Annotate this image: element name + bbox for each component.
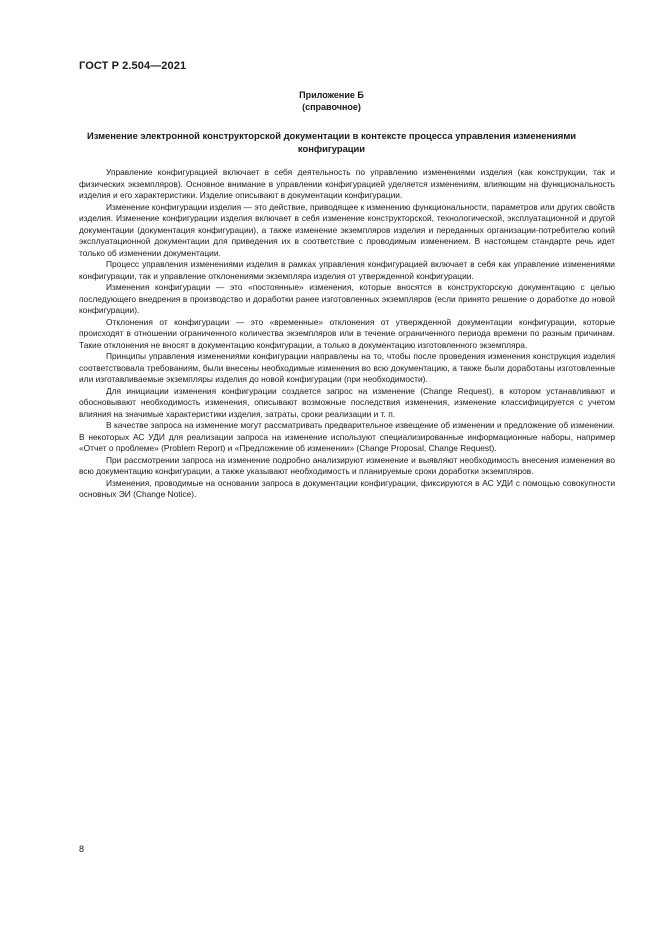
document-standard-number: ГОСТ Р 2.504—2021 xyxy=(79,60,187,72)
body-text xyxy=(79,167,615,501)
section-title: Изменение электронной конструкторской документации в контексте процесса управления изменениями конфигурации xyxy=(86,130,577,154)
appendix-heading xyxy=(79,89,584,113)
paragraph: Изменения, проводимые на основании запроса в документации конфигурации, фиксируются в АС УДИ с помощью совокупности основных ЭИ (Change Notice). xyxy=(79,477,615,499)
paragraph: Процесс управления изменениями изделия в рамках управления конфигурацией включает в себя как управление изменениями конфигурации, так и управление отклонениями экземпляра изделия от утвержденной конфигурации. xyxy=(79,259,615,281)
paragraph: Принципы управления изменениями конфигурации направлены на то, чтобы после проведения изменения конструкция изделия соответствовала требованиям, были внесены необходимые изменения во всю документацию, а также были доработаны изготовленные или изготавливаемые экземпляры изделия до новой конфигурации (при необходимости). xyxy=(79,351,615,384)
paragraph: Изменение конфигурации изделия — это действие, приводящее к изменению функциональности, параметров или других свойств изделия. Изменение конфигурации изделия включает в себя изменение конструкторской, технологической, эксплуатационной и другой документации (документация конфигурации), а также изменение экземпляров изделия и переданных организации-потребителю копий эксплуатационной документации для приведения их в соответствие с проводимым изменением. В настоящем стандарте речь идет только об изменении документации. xyxy=(79,201,615,258)
paragraph: Управление конфигурацией включает в себя деятельность по управлению изменениями изделия (как конструкции, так и физических экземпляров). Основное внимание в управлении конфигурацией уделяется изменениям, влияющим на функциональность изделия и его характеристики. Изделие описывают в документации конфигурации. xyxy=(79,167,615,200)
page-number: 8 xyxy=(79,844,85,854)
paragraph: Для инициации изменения конфигурации создается запрос на изменение (Change Request), в котором устанавливают и обосновывают необходимость изменения, описывают возможные последствия изменения, изменение классифицируется с учетом влияния на значимые характеристики изделия, затраты, сроки реализации и т. п. xyxy=(79,385,615,419)
appendix-subtitle: (справочное) xyxy=(302,102,361,112)
appendix-title: Приложение Б xyxy=(299,90,364,100)
paragraph: В качестве запроса на изменение могут рассматривать предварительное извещение об изменении и предложение об изменении. В некоторых АС УДИ для реализации запроса на изменение используют специализированные информационные наборы, например «Отчет о проблеме» (Problem Report) и «Предложение об изменении» (Change Proposal, Change Request). xyxy=(79,420,615,453)
paragraph: При рассмотрении запроса на изменение подробно анализируют изменение и выявляют необходимость внесения изменения во всю документацию конфигурации, а также указывают необходимость и планируемые сроки доработки экземпляров. xyxy=(79,454,615,476)
paragraph: Отклонения от конфигурации — это «временные» отклонения от утвержденной документации конфигурации, которые происходят в отношении ограниченного количества экземпляров или в течение ограниченного периода времени по разным причинам. Такие отклонения не вносят в документацию конфигурации, а только в документацию изготовленного экземпляра. xyxy=(79,316,615,350)
paragraph: Изменения конфигурации — это «постоянные» изменения, которые вносятся в конструкторскую документацию с целью последующего внедрения в производство и доработки ранее изготовленных экземпляров (если принято решение о доработке до новой конфигурации). xyxy=(79,282,615,315)
